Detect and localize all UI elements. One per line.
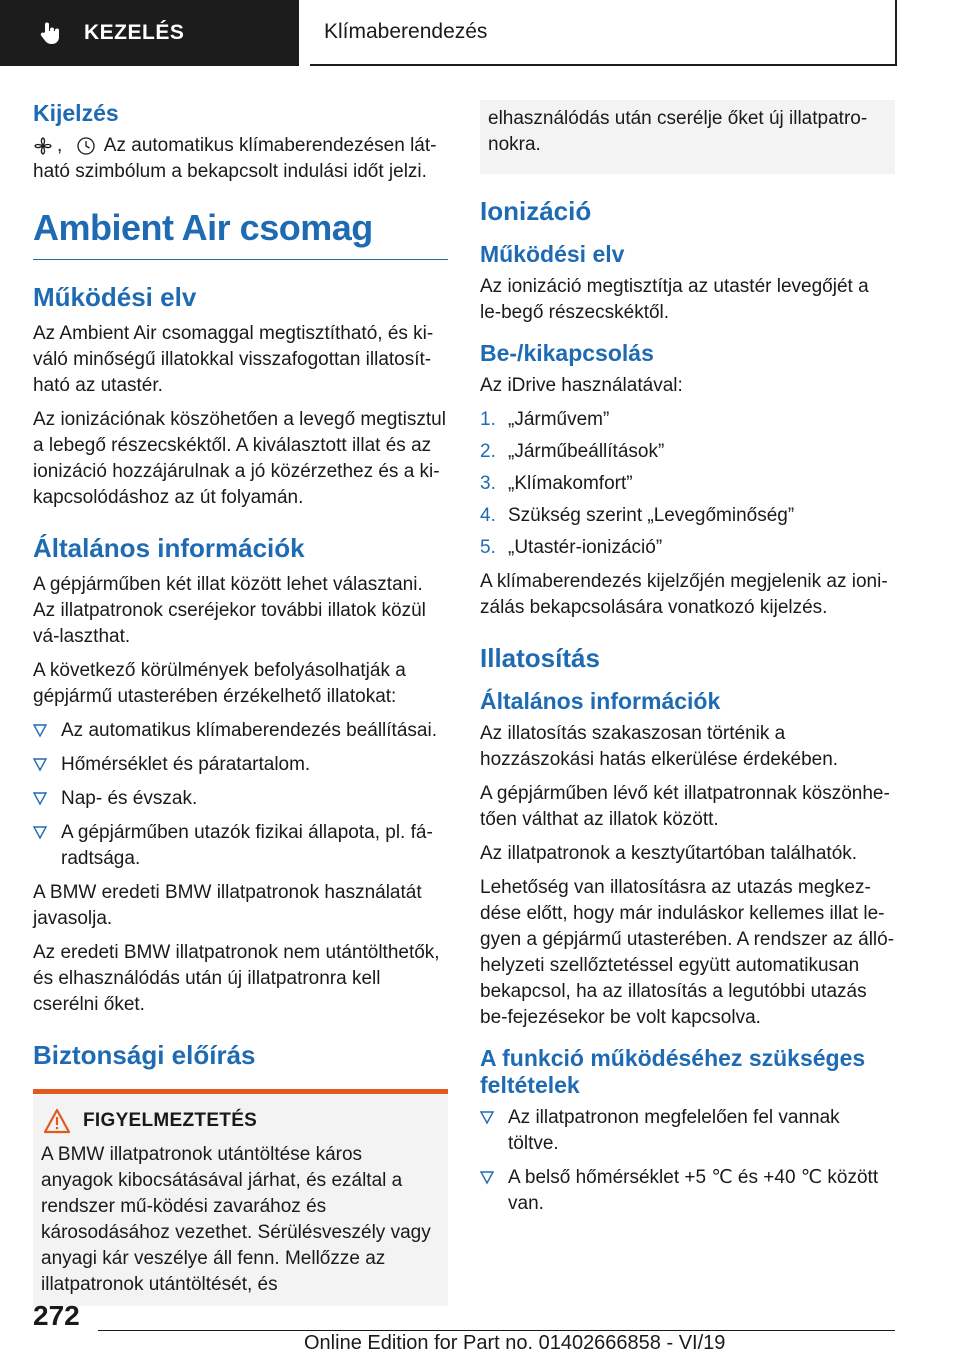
ion-outro: A klímaberendezés kijelzőjén megjelenik az ioni-zálás bekapcsolására vonatkozó kijelzés. [480, 571, 888, 618]
icon-separator: , [57, 135, 63, 156]
left-column [33, 100, 448, 1306]
kijelzes-text [33, 133, 448, 185]
list-item: A belső hőmérséklet +5 ℃ és +40 ℃ között van. [480, 1165, 895, 1217]
list-item: Hőmérséklet és páratartalom. [33, 752, 448, 778]
kijelzes-description: Az automatikus klímaberendezésen lát-ható szimbólum a bekapcsolt indulási időt jelzi. [33, 135, 437, 182]
section-tab [310, 0, 897, 66]
triangle-bullet-icon [33, 792, 47, 806]
triangle-bullet-icon [33, 758, 47, 772]
warning-text: A BMW illatpatronok utántöltése káros anyagok kibocsátásával járhat, és ezáltal a rendszer mű-ködési zavarához és károsodásához vezethet. Sérülésveszély vagy anyagi kár veszélye áll fenn. Mellőzze az illatpatronok utántöltését, és [41, 1144, 431, 1295]
heading-ambient-air: Ambient Air csomag [33, 207, 448, 260]
illat-p4: Lehetőség van illatosításra az utazás megkez-dése előtt, hogy már induláskor kellemes illat le-gyen a gépjármű utasterében. A rendszer az álló-helyzeti szellőztetéssel együtt automatikusan bekapcsol, ha az illatosítás a legutóbbi utazás be-fejezésekor be volt kapcsolva. [480, 877, 895, 1028]
illat-p3: Az illatpatronok a kesztyűtartóban találhatók. [480, 843, 858, 864]
list-item: 5. „Utastér-ionizáció” [480, 537, 663, 558]
heading-bekikapcsolas: Be-/kikapcsolás [480, 340, 654, 366]
warning-title: FIGYELMEZTETÉS [83, 1110, 258, 1131]
condition-list [480, 1105, 895, 1217]
chapter-label: KEZELÉS [84, 21, 185, 44]
altalanos-p4: Az eredeti BMW illatpatronok nem utántölthetők, és elhasználódás után új illatpatronra kell cserélni őket. [33, 942, 440, 1015]
heading-biztonsagi: Biztonsági előírás [33, 1040, 256, 1070]
heading-ionizacio: Ionizáció [480, 196, 592, 226]
list-item: 1. „Járművem” [480, 409, 610, 430]
right-column [480, 100, 895, 1225]
list-item: 2. „Járműbeállítások” [480, 441, 665, 462]
fan-icon [33, 136, 53, 156]
warning-cont-text: elhasználódás után cserélje őket új illatpatro-nokra. [488, 108, 868, 155]
hand-pointer-icon [38, 20, 64, 46]
altalanos-p3: A BMW eredeti BMW illatpatronok használatát javasolja. [33, 882, 422, 929]
heading-ion-mukodesi: Működési elv [480, 241, 625, 267]
list-item: Az automatikus klímaberendezés beállításai. [33, 718, 448, 744]
illat-p1: Az illatosítás szakaszosan történik a hozzászokási hatás elkerülése érdekében. [480, 723, 839, 770]
heading-illatositas: Illatosítás [480, 643, 600, 673]
idrive-steps [480, 407, 895, 561]
factor-list [33, 718, 448, 872]
heading-illat-altalanos: Általános információk [480, 688, 721, 714]
mukodesi-p2: Az ionizációnak köszöhetően a levegő megtisztul a lebegő részecskéktől. A kiválasztott illat és az ionizáció hozzájárulnak a jó közérzethez és a ki-kapcsolódáshoz az út folyamán. [33, 409, 446, 508]
illat-p2: A gépjárműben lévő két illatpatronnak köszönhe-tően válthat az illatok között. [480, 783, 890, 830]
warning-continuation [480, 100, 895, 174]
heading-kijelzes: Kijelzés [33, 100, 119, 126]
heading-feltetelek: A funkció működéséhez szükséges feltételek [480, 1045, 866, 1098]
mukodesi-p1: Az Ambient Air csomaggal megtisztítható, és ki-váló minőségű illatokkal visszafogottan illatosít-ható az utastér. [33, 323, 434, 396]
heading-mukodesi-elv: Működési elv [33, 282, 197, 312]
ion-mukodesi-text: Az ionizáció megtisztítja az utastér levegőjét a le-begő részecskéktől. [480, 276, 869, 323]
triangle-bullet-icon [480, 1171, 494, 1185]
list-item: 4. Szükség szerint „Levegőminőség” [480, 505, 795, 526]
list-item: 3. „Klímakomfort” [480, 473, 633, 494]
list-item: A gépjárműben utazók fizikai állapota, pl. fá-radtsága. [33, 820, 448, 872]
altalanos-p2: A következő körülmények befolyásolhatják a gépjármű utasterében érzékelhető illatokat: [33, 660, 406, 707]
warning-header [41, 1108, 438, 1134]
page-number: 272 [33, 1300, 80, 1331]
page-header [0, 0, 960, 66]
clock-icon [76, 136, 96, 156]
triangle-bullet-icon [33, 724, 47, 738]
bekikapcs-intro: Az iDrive használatával: [480, 375, 683, 396]
triangle-bullet-icon [480, 1111, 494, 1125]
footer-divider [98, 1330, 895, 1331]
edition-footer: Online Edition for Part no. 01402666858 - VI/19 [304, 1332, 726, 1354]
heading-altalanos: Általános információk [33, 533, 305, 563]
triangle-bullet-icon [33, 826, 47, 840]
chapter-tab [0, 0, 299, 66]
warning-triangle-icon [43, 1108, 71, 1134]
warning-box [33, 1089, 448, 1306]
section-label: Klímaberendezés [324, 20, 488, 43]
altalanos-p1: A gépjárműben két illat között lehet választani. Az illatpatronok cseréjekor további illatok közül vá-laszthat. [33, 574, 426, 647]
list-item: Nap- és évszak. [33, 786, 448, 812]
list-item: Az illatpatronon megfelelően fel vannak töltve. [480, 1105, 895, 1157]
